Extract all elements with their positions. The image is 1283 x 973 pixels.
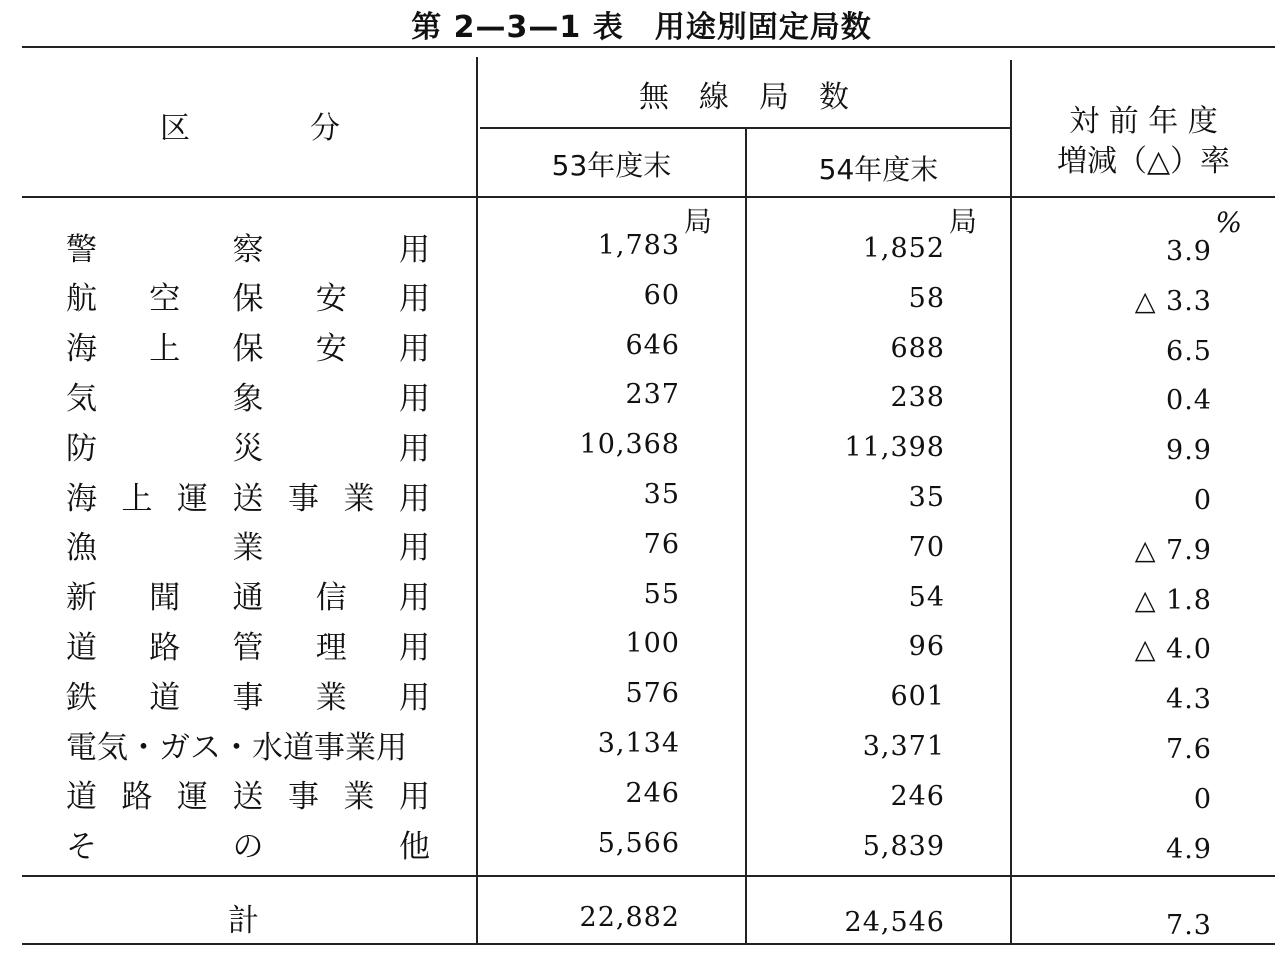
row-label-char: 業 — [315, 679, 347, 716]
row-label-char: 用 — [399, 679, 430, 716]
row-label-char: 察 — [232, 231, 264, 268]
table-row — [0, 375, 1283, 425]
row-label-char: 上 — [121, 480, 153, 517]
row-label-char: 用 — [399, 629, 430, 666]
header-54: 54年度末 — [818, 153, 939, 186]
value-54: 688 — [890, 332, 945, 364]
row-label-char: 業 — [343, 779, 375, 816]
row-label — [66, 475, 430, 515]
value-change: △ 4.0 — [1134, 634, 1212, 666]
value-change: 6.5 — [1166, 335, 1212, 367]
value-change: 4.9 — [1166, 833, 1212, 865]
row-label-char: 送 — [232, 480, 264, 517]
row-label-char: 用 — [399, 580, 430, 617]
row-label-char: 防 — [66, 430, 97, 467]
total-change: 7.3 — [1166, 910, 1212, 941]
row-label — [66, 774, 430, 814]
value-54: 70 — [908, 531, 945, 563]
value-53: 1,783 — [597, 230, 680, 261]
row-label-char: 海 — [66, 480, 97, 517]
row-label-char: 事 — [288, 779, 319, 816]
header-change-2: 増減（△）率 — [1056, 144, 1231, 179]
total-label: 計 — [228, 903, 259, 939]
row-label — [66, 525, 430, 565]
row-label-char: 運 — [177, 480, 208, 517]
table-row — [0, 575, 1283, 625]
row-label-char: 道 — [66, 629, 97, 666]
value-54: 5,839 — [862, 830, 945, 862]
value-53: 76 — [643, 528, 680, 560]
row-label — [66, 425, 430, 465]
row-label-char: 送 — [232, 779, 264, 816]
value-53: 246 — [625, 777, 680, 809]
table-row — [0, 475, 1283, 525]
row-label — [66, 226, 430, 266]
table-row — [0, 824, 1283, 874]
row-label-char: 安 — [315, 281, 347, 318]
row-label-char: 用 — [399, 480, 430, 517]
row-label-char: 用 — [399, 281, 430, 318]
row-label-char: 気 — [66, 380, 97, 417]
value-53: 100 — [625, 628, 680, 660]
value-change: 9.9 — [1166, 435, 1212, 467]
row-label-char: 聞 — [149, 580, 181, 617]
row-label — [66, 375, 430, 415]
value-54: 246 — [890, 780, 945, 812]
row-label-char: 業 — [343, 480, 375, 517]
row-label-char: 海 — [66, 331, 97, 368]
header-53: 53年度末 — [551, 149, 672, 182]
row-label-char: 信 — [315, 580, 347, 617]
row-label-char: 用 — [399, 530, 430, 567]
table-row — [0, 326, 1283, 376]
row-label-char: 業 — [232, 530, 264, 567]
row-label-char: 管 — [232, 629, 264, 666]
value-53: 3,134 — [597, 728, 680, 759]
row-label — [66, 724, 430, 764]
value-53: 60 — [643, 279, 680, 311]
row-label-char: 事 — [232, 679, 264, 716]
header-bottom-rule — [22, 196, 1275, 198]
row-label — [66, 674, 430, 714]
row-label-char: 通 — [232, 580, 264, 617]
table-row — [0, 425, 1283, 475]
row-label-char: 警 — [66, 231, 97, 268]
row-label — [66, 624, 430, 664]
value-54: 54 — [908, 581, 945, 613]
row-label-char: 用 — [399, 380, 430, 417]
row-label-char: 空 — [149, 281, 181, 318]
row-label-char: 用 — [399, 231, 430, 268]
top-rule — [22, 46, 1275, 48]
table-row — [0, 276, 1283, 326]
value-54: 3,371 — [862, 731, 945, 762]
table-row — [0, 674, 1283, 724]
row-label-char: 用 — [399, 779, 430, 816]
unit-53: 局 — [683, 205, 712, 238]
row-label — [66, 276, 430, 316]
header-stations: 無 線 局 数 — [639, 80, 849, 115]
value-change: 0.4 — [1166, 385, 1212, 417]
table-row — [0, 624, 1283, 674]
row-label-char: 用 — [399, 331, 430, 368]
value-54: 238 — [890, 382, 945, 414]
value-change: 4.3 — [1166, 684, 1212, 716]
value-change: 0 — [1193, 485, 1212, 516]
unit-54: 局 — [948, 205, 977, 238]
value-change: △ 3.3 — [1134, 285, 1212, 317]
row-label-char: 電気・ガス・水道事業用 — [66, 729, 407, 766]
value-change: 0 — [1193, 783, 1212, 815]
total-54: 24,546 — [844, 907, 945, 938]
table-row — [0, 525, 1283, 575]
row-label — [66, 824, 430, 864]
row-label-char: 上 — [149, 331, 181, 368]
header-change-1: 対 前 年 度 — [1069, 104, 1218, 139]
row-label-char: 新 — [66, 580, 97, 617]
table-row — [0, 774, 1283, 824]
row-label-char: 運 — [177, 779, 208, 816]
row-label-char: 象 — [232, 380, 264, 417]
row-label-char: の — [232, 829, 264, 866]
value-change: △ 7.9 — [1134, 534, 1212, 566]
row-label-char: 道 — [66, 779, 97, 816]
row-label-char: 保 — [232, 281, 264, 318]
value-53: 35 — [643, 479, 680, 510]
header-category: 区 分 — [160, 111, 340, 146]
row-label-char: 航 — [66, 281, 97, 318]
value-54: 35 — [908, 482, 945, 513]
total-top-rule — [22, 875, 1275, 877]
value-53: 237 — [625, 379, 680, 411]
value-53: 646 — [625, 329, 680, 361]
row-label-char: そ — [66, 829, 97, 866]
row-label-char: 用 — [399, 430, 430, 467]
row-label — [66, 575, 430, 615]
total-53: 22,882 — [579, 902, 680, 933]
value-53: 576 — [625, 678, 680, 710]
row-label-char: 安 — [315, 331, 347, 368]
row-label-char: 路 — [149, 629, 181, 666]
value-change: △ 1.8 — [1134, 584, 1212, 616]
table-title: 第 2—3—1 表 用途別固定局数 — [411, 10, 872, 45]
value-54: 11,398 — [844, 432, 945, 464]
row-label-char: 災 — [232, 430, 264, 467]
value-54: 601 — [890, 681, 945, 713]
value-53: 55 — [643, 578, 680, 610]
value-change: 3.9 — [1166, 236, 1212, 267]
row-label — [66, 326, 430, 366]
value-54: 96 — [908, 631, 945, 663]
value-53: 5,566 — [597, 827, 680, 859]
row-label-char: 漁 — [66, 530, 97, 567]
unit-change: % — [1215, 206, 1242, 239]
row-label-char: 他 — [399, 829, 430, 866]
table-row — [0, 226, 1283, 276]
row-label-char: 路 — [121, 779, 153, 816]
value-53: 10,368 — [579, 429, 680, 461]
row-label-char: 理 — [315, 629, 347, 666]
row-label-char: 保 — [232, 331, 264, 368]
row-label-char: 道 — [149, 679, 181, 716]
row-label-char: 鉄 — [66, 679, 97, 716]
value-54: 58 — [908, 282, 945, 314]
row-label-char: 事 — [288, 480, 319, 517]
value-change: 7.6 — [1166, 734, 1212, 765]
value-54: 1,852 — [862, 233, 945, 264]
table-row — [0, 724, 1283, 774]
